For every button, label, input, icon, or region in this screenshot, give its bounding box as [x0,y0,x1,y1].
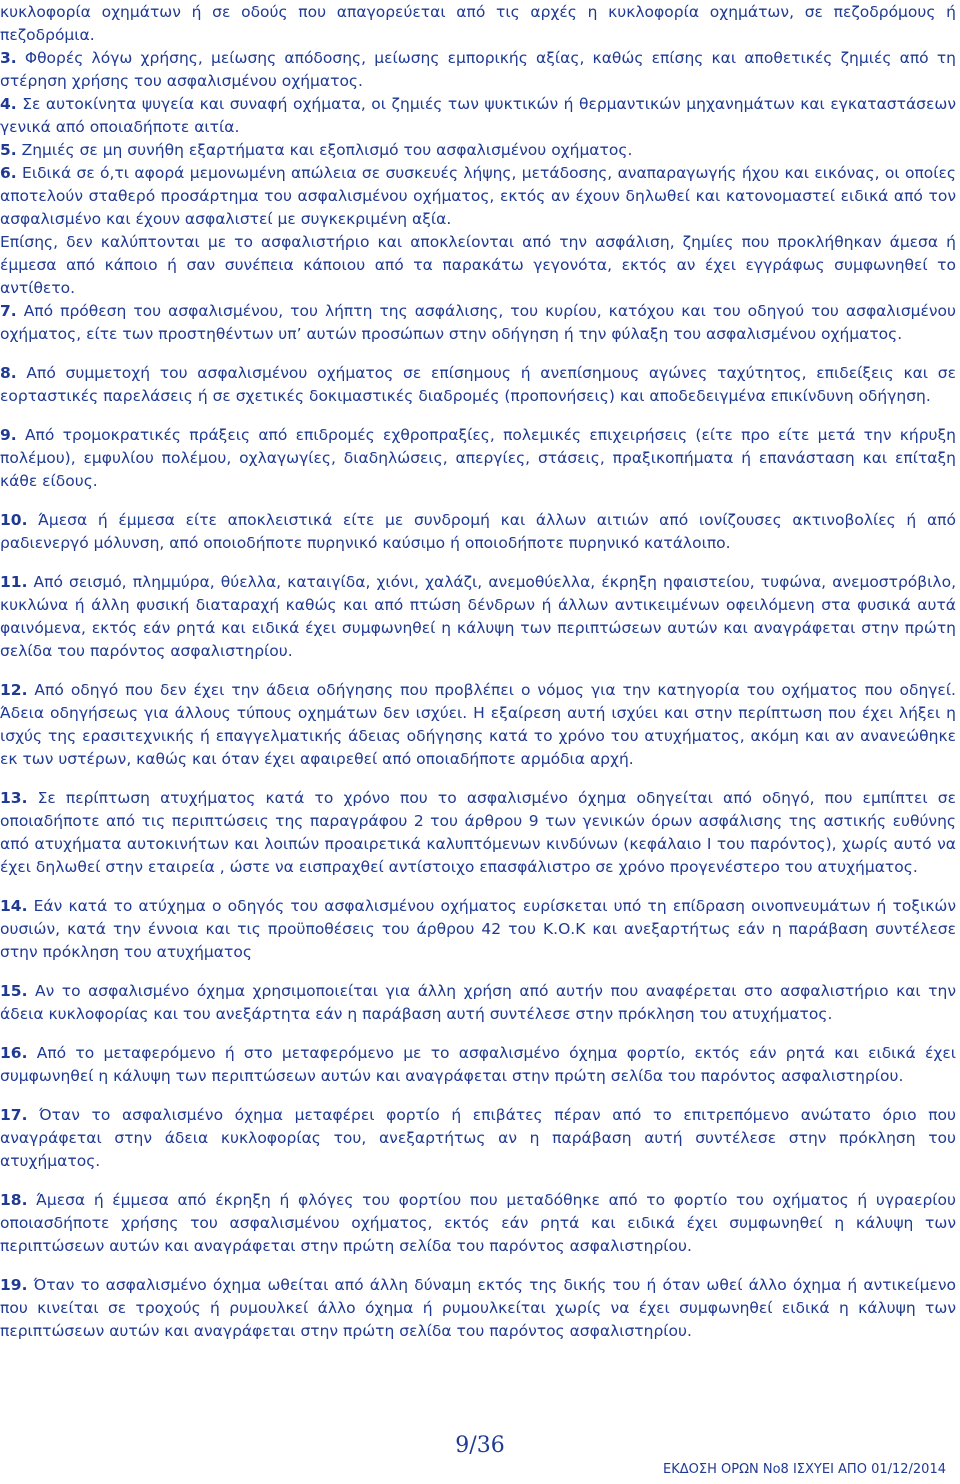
item-number: 5. [0,141,17,159]
exclusion-item-18 [0,1189,956,1258]
item-text: Από συμμετοχή του ασφαλισμένου οχήματος σε επίσημους ή ανεπίσημους αγώνες ταχύτητος, επιδείξεις και σε εορταστικές παρελάσεις ή σε σχετικές δοκιμαστικές διαδρομές (προπονήσεις) και αποδεδειγμένα επικίνδυνη οδήγηση. [0,364,956,405]
intro-paragraph: Επίσης, δεν καλύπτονται με το ασφαλιστήριο και αποκλείονται από την ασφάλιση, ζημίες που προκλήθηκαν άμεσα ή έμμεσα από κάποιο ή σαν συνέπεια κάποιου από τα παρακάτω γεγονότα, εκτός αν έχει εγγράφως συμφωνηθεί το αντίθετο. [0,233,956,297]
item-number: 3. [0,49,17,67]
item-text: Εάν κατά το ατύχημα ο οδηγός του ασφαλισμένου οχήματος ευρίσκεται υπό τη επίδραση οινοπνευμάτων ή τοξικών ουσιών, κατά την έννοια και τις προϋποθέσεις του άρθρου 42 του Κ.Ο.Κ και ανεξαρτήτως εάν η παράβαση συντέλεσε στην πρόκληση του ατυχήματος [0,897,956,961]
paragraph-continuation: κυκλοφορία οχημάτων ή σε οδούς που απαγορεύεται από τις αρχές η κυκλοφορία οχημάτων, σε πεζοδρόμους ή πεζοδρόμια. [0,3,956,44]
item-text: Όταν το ασφαλισμένο όχημα ωθείται από άλλη δύναμη εκτός της δικής του ή όταν ωθεί άλλο όχημα ή αντικείμενο που κινείται σε τροχούς ή ρυμουλκεί άλλο όχημα ή ρυμουλκείται χωρίς να έχει συμφωνηθεί ειδικά η κάλυψη των περιπτώσεων αυτών και αναγράφεται στην πρώτη σελίδα του παρόντος ασφαλιστηρίου. [0,1276,956,1340]
item-text: Άμεσα ή έμμεσα είτε αποκλειστικά είτε με συνδρομή και άλλων αιτιών από ιονίζουσες ακτινοβολίες ή από ραδιενεργό μόλυνση, από οποιοδήποτε πυρηνικό καύσιμο ή οποιοδήποτε πυρηνικό κατάλοιπο. [0,511,956,552]
item-text: Από σεισμό, πλημμύρα, θύελλα, καταιγίδα, χιόνι, χαλάζι, ανεμοθύελλα, έκρηξη ηφαιστείου, τυφώνα, ανεμοστρόβιλο, κυκλώνα ή άλλη φυσική διαταραχή καθώς και από πτώση δένδρων ή άλλων αντικειμένων οφειλόμενη στα φυσικά αυτά φαινόμενα, εκτός εάν ρητά και ειδικά έχει συμφωνηθεί η κάλυψη των περιπτώσεων αυτών και αναγράφεται στην πρώτη σελίδα του παρόντος ασφαλιστηρίου. [0,573,956,660]
item-number: 19. [0,1276,28,1294]
exclusion-item-5 [0,139,956,162]
item-number: 7. [0,302,17,320]
item-number: 9. [0,426,17,444]
exclusion-item-13 [0,787,956,879]
item-text: Αν το ασφαλισμένο όχημα χρησιμοποιείται για άλλη χρήση από αυτήν που αναφέρεται στο ασφαλιστήριο και την άδεια κυκλοφορίας και του ανεξάρτητα εάν η παράβαση αυτή συντέλεσε στην πρόκληση του ατυχήματος. [0,982,956,1023]
exclusion-item-15 [0,980,956,1026]
item-number: 16. [0,1044,28,1062]
exclusion-item-10 [0,509,956,555]
item-number: 6. [0,164,17,182]
item-text: Από το μεταφερόμενο ή στο μεταφερόμενο με το ασφαλισμένο όχημα φορτίο, εκτός εάν ρητά και ειδικά έχει συμφωνηθεί η κάλυψη των περιπτώσεων αυτών και αναγράφεται στην πρώτη σελίδα του παρόντος ασφαλιστηρίου. [0,1044,956,1085]
item-number: 18. [0,1191,28,1209]
item-number: 13. [0,789,28,807]
exclusion-item-4 [0,93,956,139]
item-number: 8. [0,364,17,382]
item-text: Φθορές λόγω χρήσης, μείωσης απόδοσης, μείωσης εμπορικής αξίας, καθώς επίσης και αποθετικές ζημιές από τη στέρηση χρήσης του ασφαλισμένου οχήματος. [0,49,956,90]
exclusion-item-19 [0,1274,956,1343]
exclusion-item-6 [0,162,956,231]
item-text: Σε περίπτωση ατυχήματος κατά το χρόνο που το ασφαλισμένο όχημα οδηγείται από οδηγό, που εμπίπτει σε οποιαδήποτε από τις περιπτώσεις της παραγράφου 2 του άρθρου 9 των γενικών όρων ασφάλισης της αστικής ευθύνης από ατυχήματα αυτοκινήτων και λοιπών προαιρετικά καλυπτόμενων κινδύνων (κεφάλαιο Ι του παρόντος), χωρίς αυτό να έχει δηλωθεί στην εταιρεία , ώστε να εισπραχθεί αντίστοιχο επασφάλιστρο σε χρόνο προγενέστερο του ατυχήματος. [0,789,956,876]
item-text: Σε αυτοκίνητα ψυγεία και συναφή οχήματα, οι ζημιές των ψυκτικών ή θερμαντικών μηχανημάτων και εγκαταστάσεων γενικά από οποιαδήποτε αιτία. [0,95,956,136]
exclusion-item-14 [0,895,956,964]
exclusion-item-17 [0,1104,956,1173]
item-number: 14. [0,897,28,915]
exclusion-item-11 [0,571,956,663]
item-text: Όταν το ασφαλισμένο όχημα μεταφέρει φορτίο ή επιβάτες πέραν από το επιτρεπόμενο ανώτατο όριο που αναγράφεται στην άδεια κυκλοφορίας του, ανεξαρτήτως αν η παράβαση αυτή συντέλεσε στην πρόκληση του ατυχήματος. [0,1106,956,1170]
exclusion-item-8 [0,362,956,408]
exclusion-item-7 [0,300,956,346]
item-text: Άμεσα ή έμμεσα από έκρηξη ή φλόγες του φορτίου που μεταδόθηκε από το φορτίο του οχήματος ή υγραερίου οποιασδήποτε χρήσης του ασφαλισμένου οχήματος, εκτός εάν ρητά και ειδικά έχει συμφωνηθεί η κάλυψη των περιπτώσεων αυτών και αναγράφεται στην πρώτη σελίδα του παρόντος ασφαλιστηρίου. [0,1191,956,1255]
item-number: 12. [0,681,28,699]
page-number: 9/36 [455,1433,505,1458]
item-number: 11. [0,573,28,591]
exclusion-item-9 [0,424,956,493]
item-text: Ζημιές σε μη συνήθη εξαρτήματα και εξοπλισμό του ασφαλισμένου οχήματος. [16,141,633,159]
item-text: Από οδηγό που δεν έχει την άδεια οδήγησης που προβλέπει ο νόμος για την κατηγορία του οχήματος που οδηγεί. Άδεια οδηγήσεως για άλλους τύπους οχημάτων δεν ισχύει. Η εξαίρεση αυτή ισχύει και στην περίπτωση που έχει λήξει η ισχύς της ερασιτεχνικής ή επαγγελματικής άδειας οδήγησης κατά το χρόνο του ατυχήματος, ακόμη και αν ανανεώθηκε εκ των υστέρων, καθώς και όταν έχει αφαιρεθεί από οποιαδήποτε αρμόδια αρχή. [0,681,956,768]
item-text: Από τρομοκρατικές πράξεις από επιδρομές εχθροπραξίες, πολεμικές επιχειρήσεις (είτε προ είτε μετά την κήρυξη πολέμου), εμφυλίου πολέμου, οχλαγωγίες, διαδηλώσεις, απεργίες, στάσεις, πραξικοπήματα ή επανάσταση και επίταξη κάθε είδους. [0,426,956,490]
item-number: 17. [0,1106,28,1124]
exclusion-item-12 [0,679,956,771]
exclusion-item-16 [0,1042,956,1088]
item-number: 10. [0,511,28,529]
item-text: Από πρόθεση του ασφαλισμένου, του λήπτη της ασφάλισης, του κυρίου, κατόχου και του οδηγού του ασφαλισμένου οχήματος, είτε των προστηθέντων υπ’ αυτών προσώπων στην οδήγηση ή την φύλαξη του ασφαλισμένου οχήματος. [0,302,956,343]
exclusion-item-3 [0,47,956,93]
edition-note: ΕΚΔΟΣΗ ΟΡΩΝ Νο8 ΙΣΧΥΕΙ ΑΠΟ 01/12/2014 [663,1462,946,1477]
item-number: 4. [0,95,17,113]
item-text: Ειδικά σε ό,τι αφορά μεμονωμένη απώλεια σε συσκευές λήψης, μετάδοσης, αναπαραγωγής ήχου και εικόνας, οι οποίες αποτελούν σταθερό προσάρτημα του ασφαλισμένου οχήματος, εκτός αν έχουν δηλωθεί και κατονομαστεί ειδικά από τον ασφαλισμένο και έχουν ασφαλιστεί με συγκεκριμένη αξία. [0,164,956,228]
item-number: 15. [0,982,28,1000]
